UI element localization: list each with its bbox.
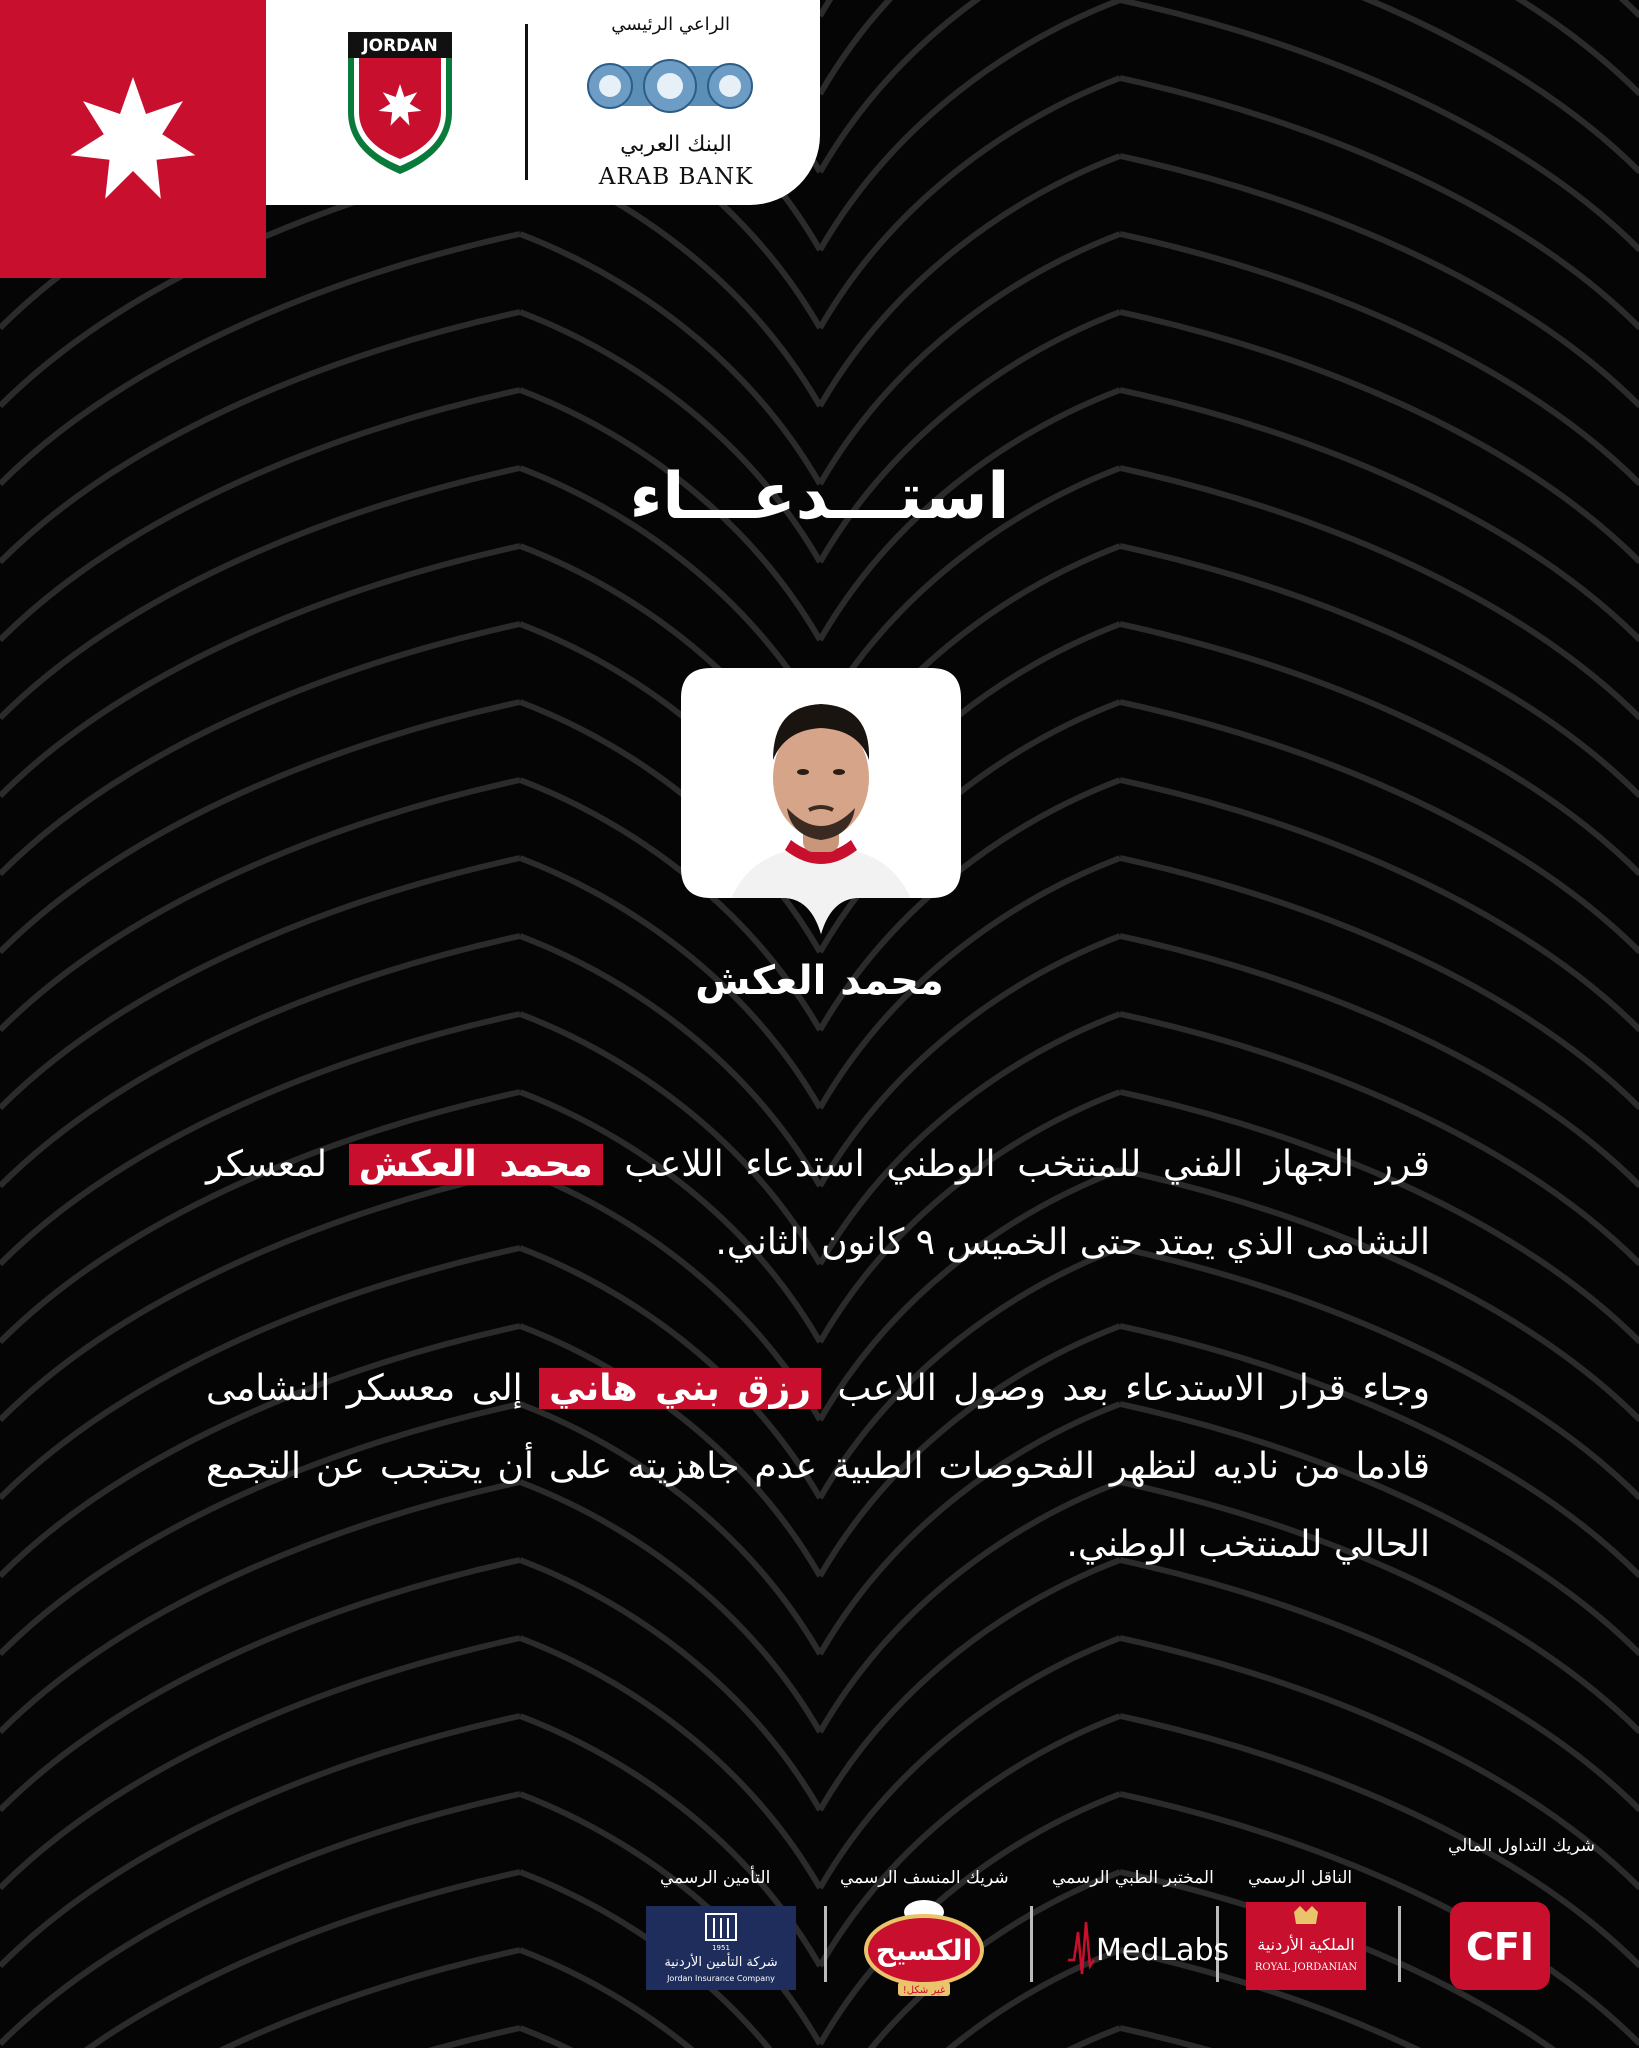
footer-divider (824, 1906, 827, 1982)
royal-jordanian-arabic: الملكية الأردنية (1257, 1935, 1355, 1954)
carrier-label: الناقل الرسمي (1248, 1868, 1353, 1888)
player-name: محمد العكش (695, 958, 944, 1004)
highlighted-player-name: محمد العكش (349, 1144, 603, 1185)
medlabs-logo (1064, 1902, 1230, 1990)
royal-jordanian-logo (1246, 1902, 1366, 1990)
footer-divider (1030, 1906, 1033, 1982)
kasih-logo (862, 1894, 986, 1998)
kasih-text: الكسيح (875, 1934, 973, 1967)
cfi-text: CFI (1466, 1925, 1534, 1969)
insurance-label: التأمين الرسمي (660, 1868, 771, 1888)
paragraph-2-text-start: وجاء قرار الاستدعاء بعد وصول اللاعب (821, 1368, 1430, 1409)
main-sponsor-label: الراعي الرئيسي (611, 14, 730, 35)
player-photo (681, 668, 961, 936)
crest-text: JORDAN (362, 36, 438, 56)
bank-name-english: ARAB BANK (598, 164, 754, 190)
bank-name-arabic: البنك العربي (620, 132, 732, 157)
jordan-flag-corner (0, 0, 266, 278)
highlighted-injured-player-name: رزق بني هاني (539, 1368, 821, 1409)
jordan-insurance-logo (646, 1906, 796, 1990)
sponsor-divider (525, 24, 528, 180)
medlabs-text: MedLabs (1096, 1933, 1230, 1968)
trading-partner-label: شريك التداول المالي (1448, 1836, 1595, 1856)
kasih-slogan: غير شكل! (902, 1985, 946, 1996)
arab-bank-logo-icon (586, 58, 754, 114)
jordan-fa-crest-icon (344, 28, 456, 176)
insurance-english: Jordan Insurance Company (667, 1974, 775, 1983)
paragraph-2-text-end: إلى معسكر النشامى قادما من ناديه لتظهر الفحوصات الطبية عدم جاهزيته على أن يحتجب عن التجمع الحالي للمنتخب الوطني. (206, 1368, 1430, 1565)
mansaf-partner-label: شريك المنسف الرسمي (840, 1868, 1009, 1888)
paragraph-1-text-end: لمعسكر النشامى الذي يمتد حتى الخميس ٩ كانون الثاني. (206, 1144, 1430, 1263)
paragraph-1-text-start: قرر الجهاز الفني للمنتخب الوطني استدعاء اللاعب (602, 1144, 1430, 1185)
footer-divider (1398, 1906, 1401, 1982)
royal-jordanian-english: ROYAL JORDANIAN (1254, 1962, 1358, 1973)
jordan-star-icon (66, 74, 200, 208)
insurance-year: 1951 (712, 1944, 730, 1952)
sponsor-card (266, 0, 820, 205)
announcement-paragraph-2 (206, 1350, 1430, 1584)
medical-lab-label: المختبر الطبي الرسمي (1052, 1868, 1214, 1888)
insurance-arabic: شركة التأمين الأردنية (664, 1955, 778, 1970)
page-title: استـــدعـــاء (629, 460, 1010, 534)
announcement-paragraph-1 (206, 1126, 1430, 1282)
cfi-logo (1450, 1902, 1550, 1990)
